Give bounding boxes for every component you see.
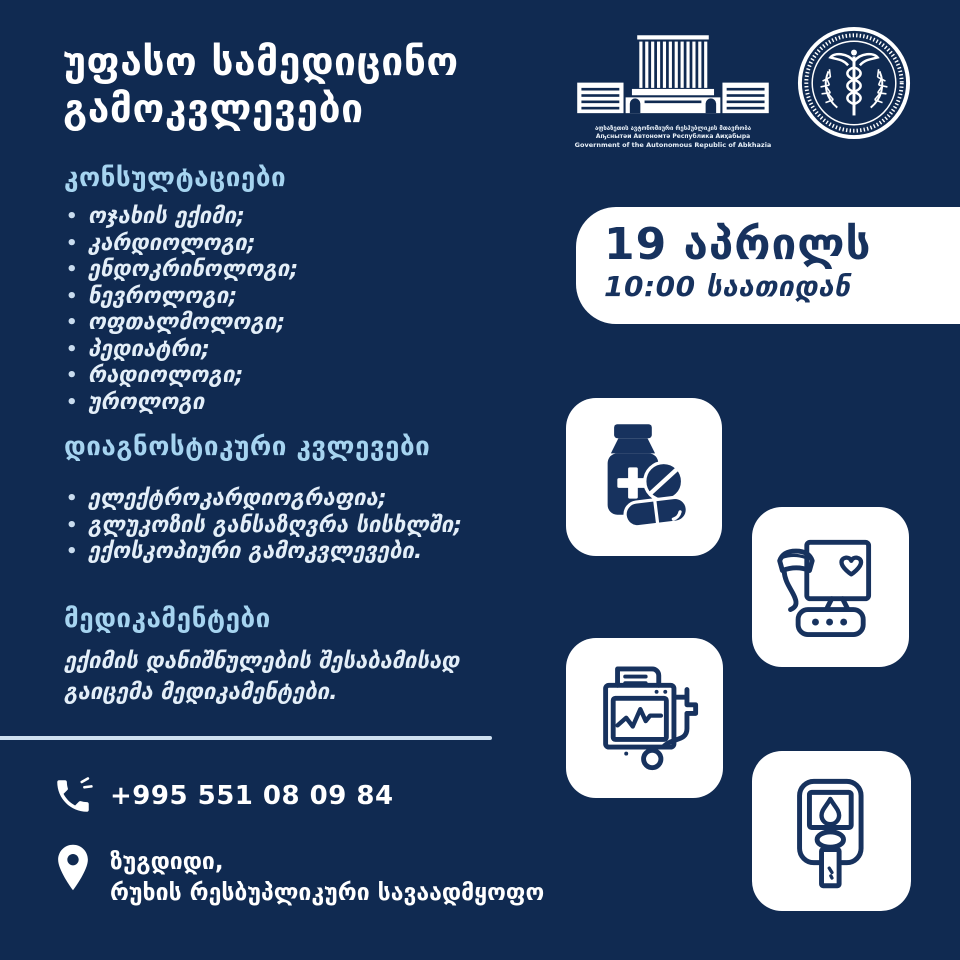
location-pin-icon xyxy=(52,843,94,896)
government-name-abkhaz: Аҧснытәи Автономтә Республика Аиҳабыра xyxy=(595,132,751,140)
ecg-monitor-icon xyxy=(585,657,704,779)
medications-description: ექიმის დანიშნულების შესაბამისად გაიცემა მედიკამენტები. xyxy=(64,649,460,705)
list-item: • რადიოლოგი; xyxy=(64,363,298,390)
government-building-logo xyxy=(573,30,773,150)
location-venue: რუხის რესბუპლიკური სავაადმყოფო xyxy=(110,880,545,906)
ultrasound-card xyxy=(752,507,909,667)
consultations-heading: კონსულტაციები xyxy=(64,163,287,193)
list-item: • ნევროლოგი; xyxy=(64,284,298,311)
consultations-list xyxy=(64,204,298,416)
ecg-monitor-card xyxy=(566,638,723,798)
list-item: • ექოსკოპიური გამოკვლევები. xyxy=(64,539,462,566)
diagnostics-list xyxy=(64,486,462,566)
phone-icon xyxy=(52,775,94,817)
list-item: • ენდოკრინოლოგი; xyxy=(64,257,298,284)
poster-title xyxy=(63,40,563,134)
list-item: • ოჯახის ექიმი; xyxy=(64,204,298,231)
phone-row xyxy=(52,775,394,817)
phone-number: +995 551 08 09 84 xyxy=(110,781,394,811)
government-name-english: Government of the Autonomous Republic of Abkhazia xyxy=(574,140,772,149)
date-card xyxy=(576,207,960,324)
government-building-icon xyxy=(573,30,773,121)
medicine-card xyxy=(566,398,722,556)
location-city: ზუგდიდი, xyxy=(110,849,224,875)
list-item: • ოფთალმოლოგი; xyxy=(64,310,298,337)
list-item: • უროლოგი xyxy=(64,390,298,417)
event-time: 10:00 საათიდან xyxy=(604,270,851,303)
list-item: • კარდიოლოგი; xyxy=(64,231,298,258)
medications-heading: მედიკამენტები xyxy=(64,604,271,634)
caduceus-seal-icon xyxy=(795,24,913,142)
divider-line xyxy=(0,736,492,740)
diagnostics-heading: დიაგნოსტიკური კვლევები xyxy=(64,432,431,462)
ultrasound-icon xyxy=(771,526,890,648)
glucometer-icon xyxy=(771,770,892,892)
location-row xyxy=(52,843,544,909)
list-item: • გლუკოზის განსაზღვრა სისხლში; xyxy=(64,513,462,540)
event-date: 19 აპრილს xyxy=(604,219,872,270)
list-item: • ელექტროკარდიოგრაფია; xyxy=(64,486,462,513)
list-item: • პედიატრი; xyxy=(64,337,298,364)
glucometer-card xyxy=(752,751,911,911)
poster-title-line2: გამოკვლევები xyxy=(63,86,364,132)
location-text xyxy=(110,847,544,909)
government-name-georgian: აფხაზეთის ავტონომიური რესპუბლიკის მთავრობა xyxy=(594,124,752,132)
medicine-icon xyxy=(585,417,704,537)
ministry-seal-logo xyxy=(795,24,913,142)
poster-title-line1: უფასო სამედიცინო xyxy=(63,40,459,85)
